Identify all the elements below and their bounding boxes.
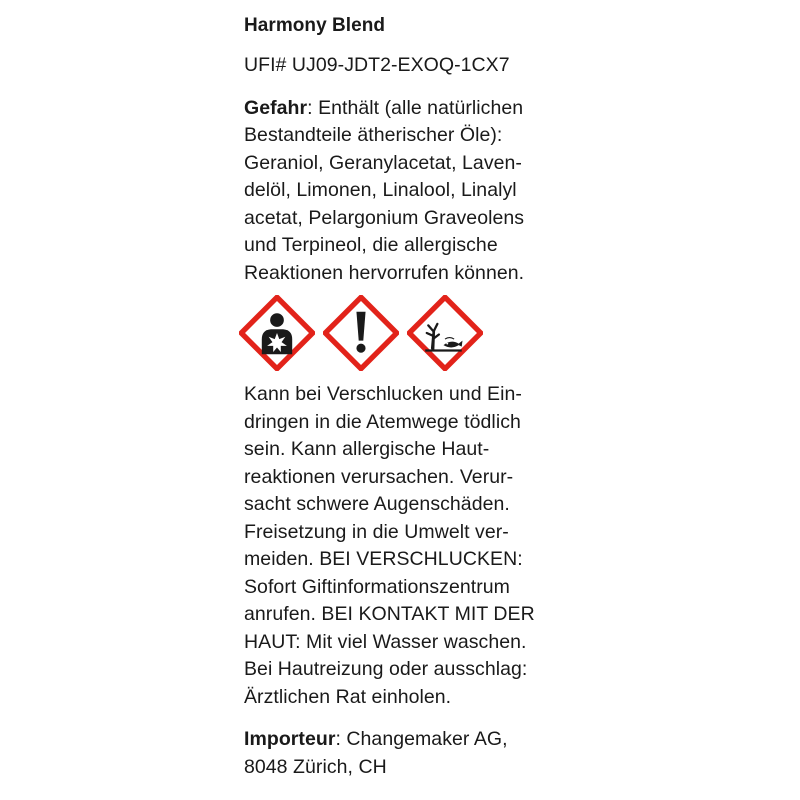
hazard-line: Geraniol, Geranylacetat, Laven- (244, 151, 522, 174)
ghs-pictograms (239, 295, 564, 371)
health-hazard-icon (239, 295, 315, 371)
statement-line: meiden. BEI VERSCHLUCKEN: (244, 548, 523, 570)
statement-line: Ärztlichen Rat einholen. (244, 685, 452, 708)
importer-name: : Changemaker AG, (335, 728, 508, 750)
ufi-code: UFI# UJ09-JDT2-EXOQ-1CX7 (244, 54, 510, 76)
hazard-line: Bestandteile ätherischer Öle): (244, 124, 503, 146)
statement-line: reaktionen verursachen. Verur- (244, 465, 514, 488)
hazard-statements (244, 381, 564, 711)
statement-line: sein. Kann allergische Haut- (244, 438, 490, 460)
statement-line: dringen in die Atemwege tödlich (244, 410, 521, 433)
hazard-line: Reaktionen hervorrufen können. (244, 261, 525, 284)
statement-line: Kann bei Verschlucken und Ein- (244, 383, 522, 405)
importer-address: 8048 Zürich, CH (244, 755, 387, 778)
hazard-line: acetat, Pelargonium Graveolens (244, 206, 525, 229)
importer-line (244, 726, 564, 754)
importer-label: Importeur (244, 728, 336, 750)
statement-line: Freisetzung in die Umwelt ver- (244, 520, 509, 543)
statement-line: anrufen. BEI KONTAKT MIT DER (244, 603, 535, 625)
statement-line: HAUT: Mit viel Wasser waschen. (244, 630, 527, 653)
hazard-section (244, 95, 564, 288)
hazard-line (244, 95, 564, 123)
importer-section (244, 726, 564, 781)
environment-hazard-icon (407, 295, 483, 371)
product-label (244, 12, 564, 781)
hazard-line: und Terpineol, die allergische (244, 234, 498, 256)
signal-word: Gefahr (244, 96, 308, 119)
statement-line: Bei Hautreizung oder ausschlag: (244, 658, 528, 680)
statement-line: sacht schwere Augenschäden. (244, 493, 510, 515)
statement-line: Sofort Giftinformationszentrum (244, 575, 510, 598)
hazard-line: delöl, Limonen, Linalool, Linalyl (244, 179, 517, 201)
exclamation-mark-icon (323, 295, 399, 371)
product-name: Harmony Blend (244, 15, 386, 36)
hazard-line-text: : Enthält (alle natürlichen (307, 96, 524, 119)
